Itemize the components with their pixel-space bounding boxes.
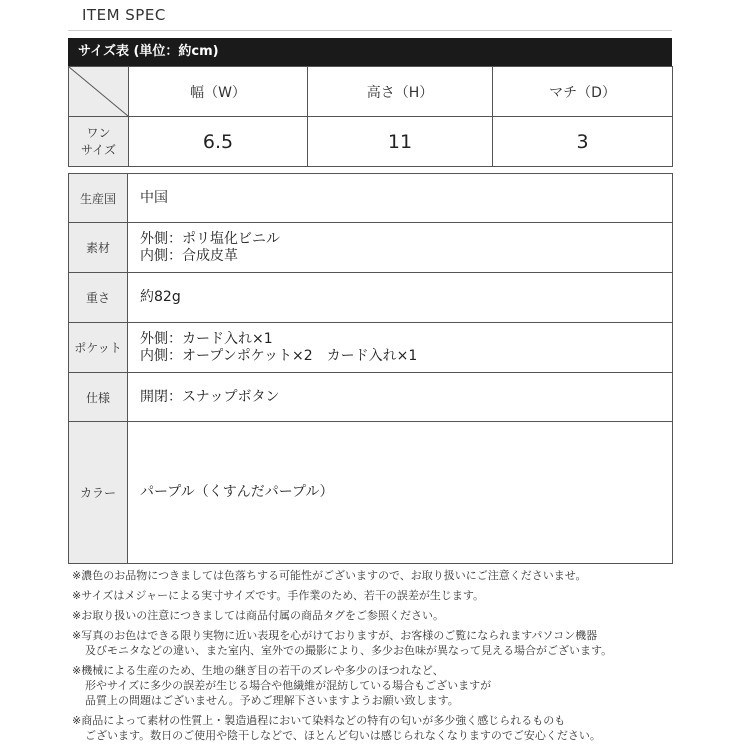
size-table xyxy=(68,66,673,167)
spec-label: カラー xyxy=(69,422,128,564)
note-item xyxy=(72,608,672,623)
spec-value xyxy=(128,223,673,273)
note-item xyxy=(72,663,672,708)
note-line: ※サイズはメジャーによる実寸サイズです。手作業のため、若干の誤差が生じます。 xyxy=(72,589,485,602)
value-height: 11 xyxy=(308,117,493,167)
size-table-value-row xyxy=(69,117,673,167)
spec-label: 重さ xyxy=(69,273,128,323)
spec-value xyxy=(128,174,673,223)
spec-row-origin xyxy=(69,174,673,223)
row-label-one-size xyxy=(69,117,129,167)
note-line: ※機械による生産のため、生地の継ぎ目の若干のズレや多少のほつれなど、 xyxy=(72,664,444,677)
note-item xyxy=(72,628,672,658)
note-line: 及びモニタなどの違い、また室内、室外での撮影により、多少お色味が異なって見える場合がございます。 xyxy=(85,644,613,657)
spec-line: パープル（くすんだパープル） xyxy=(140,484,334,500)
diagonal-line xyxy=(69,67,128,116)
spec-label: 仕様 xyxy=(69,373,128,422)
size-table-head-row xyxy=(69,67,673,117)
spec-row-weight xyxy=(69,273,673,323)
size-table-header: サイズ表 (単位：約cm) xyxy=(68,38,672,66)
spec-line: 内側：オープンポケット×2 カード入れ×1 xyxy=(140,347,418,364)
size-table-corner-cell xyxy=(69,67,129,117)
spec-line: 外側：カード入れ×1 xyxy=(140,330,273,347)
spec-label: 素材 xyxy=(69,223,128,273)
spec-label: ポケット xyxy=(69,323,128,373)
row-label-line: ワン xyxy=(86,125,111,140)
note-line: ございます。数日のご使用や陰干しなどで、ほとんど匂いは感じられなくなりますのでご安心ください。 xyxy=(85,729,601,742)
spec-table xyxy=(68,173,673,564)
title-divider xyxy=(68,30,672,31)
note-line: ※写真のお色はできる限り実物に近い表現を心がけておりますが、お客様のご覧になられますパソコン機器 xyxy=(72,629,598,642)
row-label-line: サイズ xyxy=(80,142,117,157)
spec-value xyxy=(128,422,673,564)
notes xyxy=(72,568,672,748)
column-depth: マチ（D） xyxy=(493,67,673,117)
note-line: ※お取り扱いの注意につきましては商品付属の商品タグをご参照ください。 xyxy=(72,609,444,622)
note-line: ※濃色のお品物につきましては色落ちする可能性がございますので、お取り扱いにご注意くださいませ。 xyxy=(72,569,587,582)
spec-value xyxy=(128,373,673,422)
spec-label: 生産国 xyxy=(69,174,128,223)
spec-row-material xyxy=(69,223,673,273)
value-width: 6.5 xyxy=(129,117,308,167)
spec-line: 約82g xyxy=(140,289,181,305)
note-item xyxy=(72,568,672,583)
note-item xyxy=(72,713,672,743)
note-item xyxy=(72,588,672,603)
value-depth: 3 xyxy=(493,117,673,167)
spec-row-pocket xyxy=(69,323,673,373)
spec-value xyxy=(128,323,673,373)
section-title: ITEM SPEC xyxy=(82,6,166,24)
column-height: 高さ（H） xyxy=(308,67,493,117)
spec-row-color xyxy=(69,422,673,564)
spec-line: 開閉：スナップボタン xyxy=(140,388,280,405)
note-line: ※商品によって素材の性質上・製造過程において染料などの特有の匂いが多少強く感じられるものも xyxy=(72,714,566,727)
note-line: 形やサイズに多少の誤差が生じる場合や他繊維が混紡している場合もございますが xyxy=(85,679,492,692)
spec-line: 中国 xyxy=(140,189,168,206)
spec-row-closure xyxy=(69,373,673,422)
column-width: 幅（W） xyxy=(129,67,308,117)
spec-line: 外側：ポリ塩化ビニル xyxy=(140,230,280,247)
note-line: 品質上の問題はございません。予めご理解下さいますようお願い致します。 xyxy=(85,694,459,707)
spec-value xyxy=(128,273,673,323)
spec-line: 内側：合成皮革 xyxy=(140,247,238,264)
